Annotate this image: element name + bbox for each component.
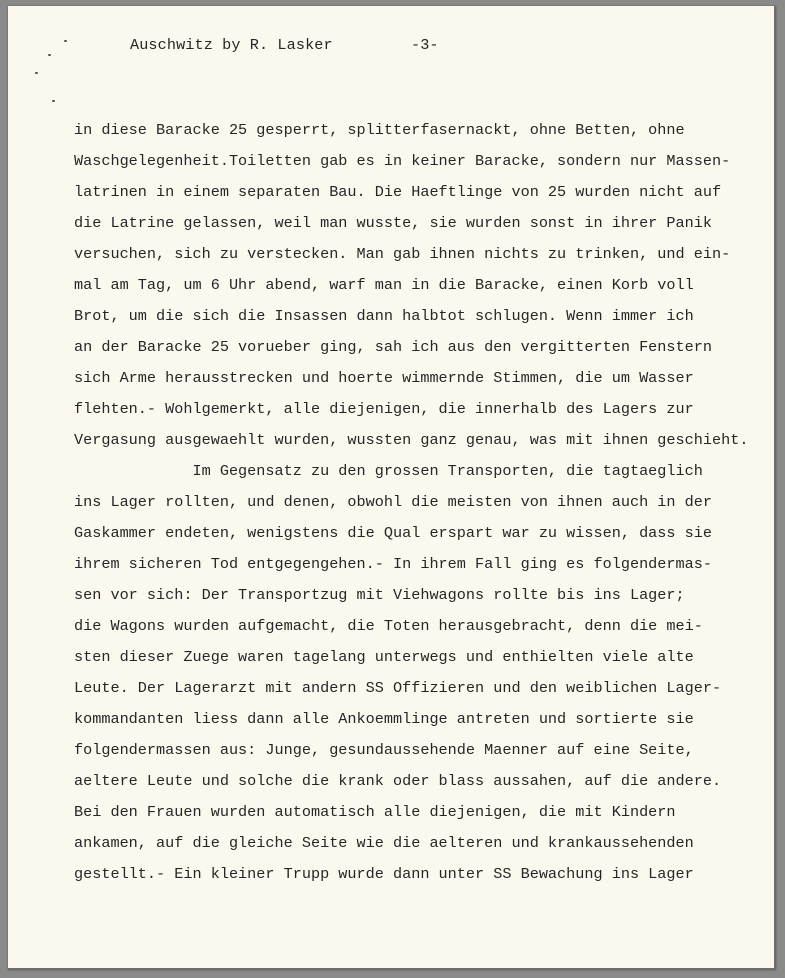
text-line: versuchen, sich zu verstecken. Man gab ihnen nichts zu trinken, und ein- [74, 245, 731, 263]
text-line: flehten.- Wohlgemerkt, alle diejenigen, die innerhalb des Lagers zur [74, 400, 694, 418]
text-line: an der Baracke 25 vorueber ging, sah ich aus den vergitterten Fenstern [74, 338, 712, 356]
text-line: Gaskammer endeten, wenigstens die Qual erspart war zu wissen, dass sie [74, 524, 712, 542]
text-line: sten dieser Zuege waren tagelang unterwegs und enthielten viele alte [74, 648, 694, 666]
text-line: Im Gegensatz zu den grossen Transporten, die tagtaeglich [74, 462, 703, 480]
text-line: ins Lager rollten, und denen, obwohl die meisten von ihnen auch in der [74, 493, 712, 511]
typewritten-page [8, 6, 776, 970]
ink-speck [64, 40, 67, 42]
text-line: mal am Tag, um 6 Uhr abend, warf man in die Baracke, einen Korb voll [74, 276, 694, 294]
text-line: Leute. Der Lagerarzt mit andern SS Offizieren und den weiblichen Lager- [74, 679, 722, 697]
text-line: kommandanten liess dann alle Ankoemmlinge antreten und sortierte sie [74, 710, 694, 728]
text-line: sen vor sich: Der Transportzug mit Viehwagons rollte bis ins Lager; [74, 586, 685, 604]
text-line: Bei den Frauen wurden automatisch alle diejenigen, die mit Kindern [74, 803, 676, 821]
text-line: ankamen, auf die gleiche Seite wie die aelteren und krankaussehenden [74, 834, 694, 852]
text-line: Brot, um die sich die Insassen dann halbtot schlugen. Wenn immer ich [74, 307, 694, 325]
text-line: Vergasung ausgewaehlt wurden, wussten ganz genau, was mit ihnen geschieht. [74, 431, 749, 449]
text-line: gestellt.- Ein kleiner Trupp wurde dann unter SS Bewachung ins Lager [74, 865, 694, 883]
body-text [74, 115, 774, 890]
ink-speck [48, 54, 51, 56]
text-line: aeltere Leute und solche die krank oder blass aussahen, auf die andere. [74, 772, 722, 790]
ink-speck [35, 72, 38, 74]
page-header-title: Auschwitz by R. Lasker [130, 36, 333, 54]
text-line: latrinen in einem separaten Bau. Die Haeftlinge von 25 wurden nicht auf [74, 183, 722, 201]
text-line: folgendermassen aus: Junge, gesundaussehende Maenner auf eine Seite, [74, 741, 694, 759]
text-line: ihrem sicheren Tod entgegengehen.- In ihrem Fall ging es folgendermas- [74, 555, 712, 573]
text-line: die Wagons wurden aufgemacht, die Toten herausgebracht, denn die mei- [74, 617, 703, 635]
page-number: -3- [411, 36, 439, 54]
text-line: Waschgelegenheit.Toiletten gab es in keiner Baracke, sondern nur Massen- [74, 152, 731, 170]
text-line: die Latrine gelassen, weil man wusste, sie wurden sonst in ihrer Panik [74, 214, 712, 232]
text-line: sich Arme herausstrecken und hoerte wimmernde Stimmen, die um Wasser [74, 369, 694, 387]
ink-speck [52, 100, 55, 102]
text-line: in diese Baracke 25 gesperrt, splitterfasernackt, ohne Betten, ohne [74, 121, 685, 139]
